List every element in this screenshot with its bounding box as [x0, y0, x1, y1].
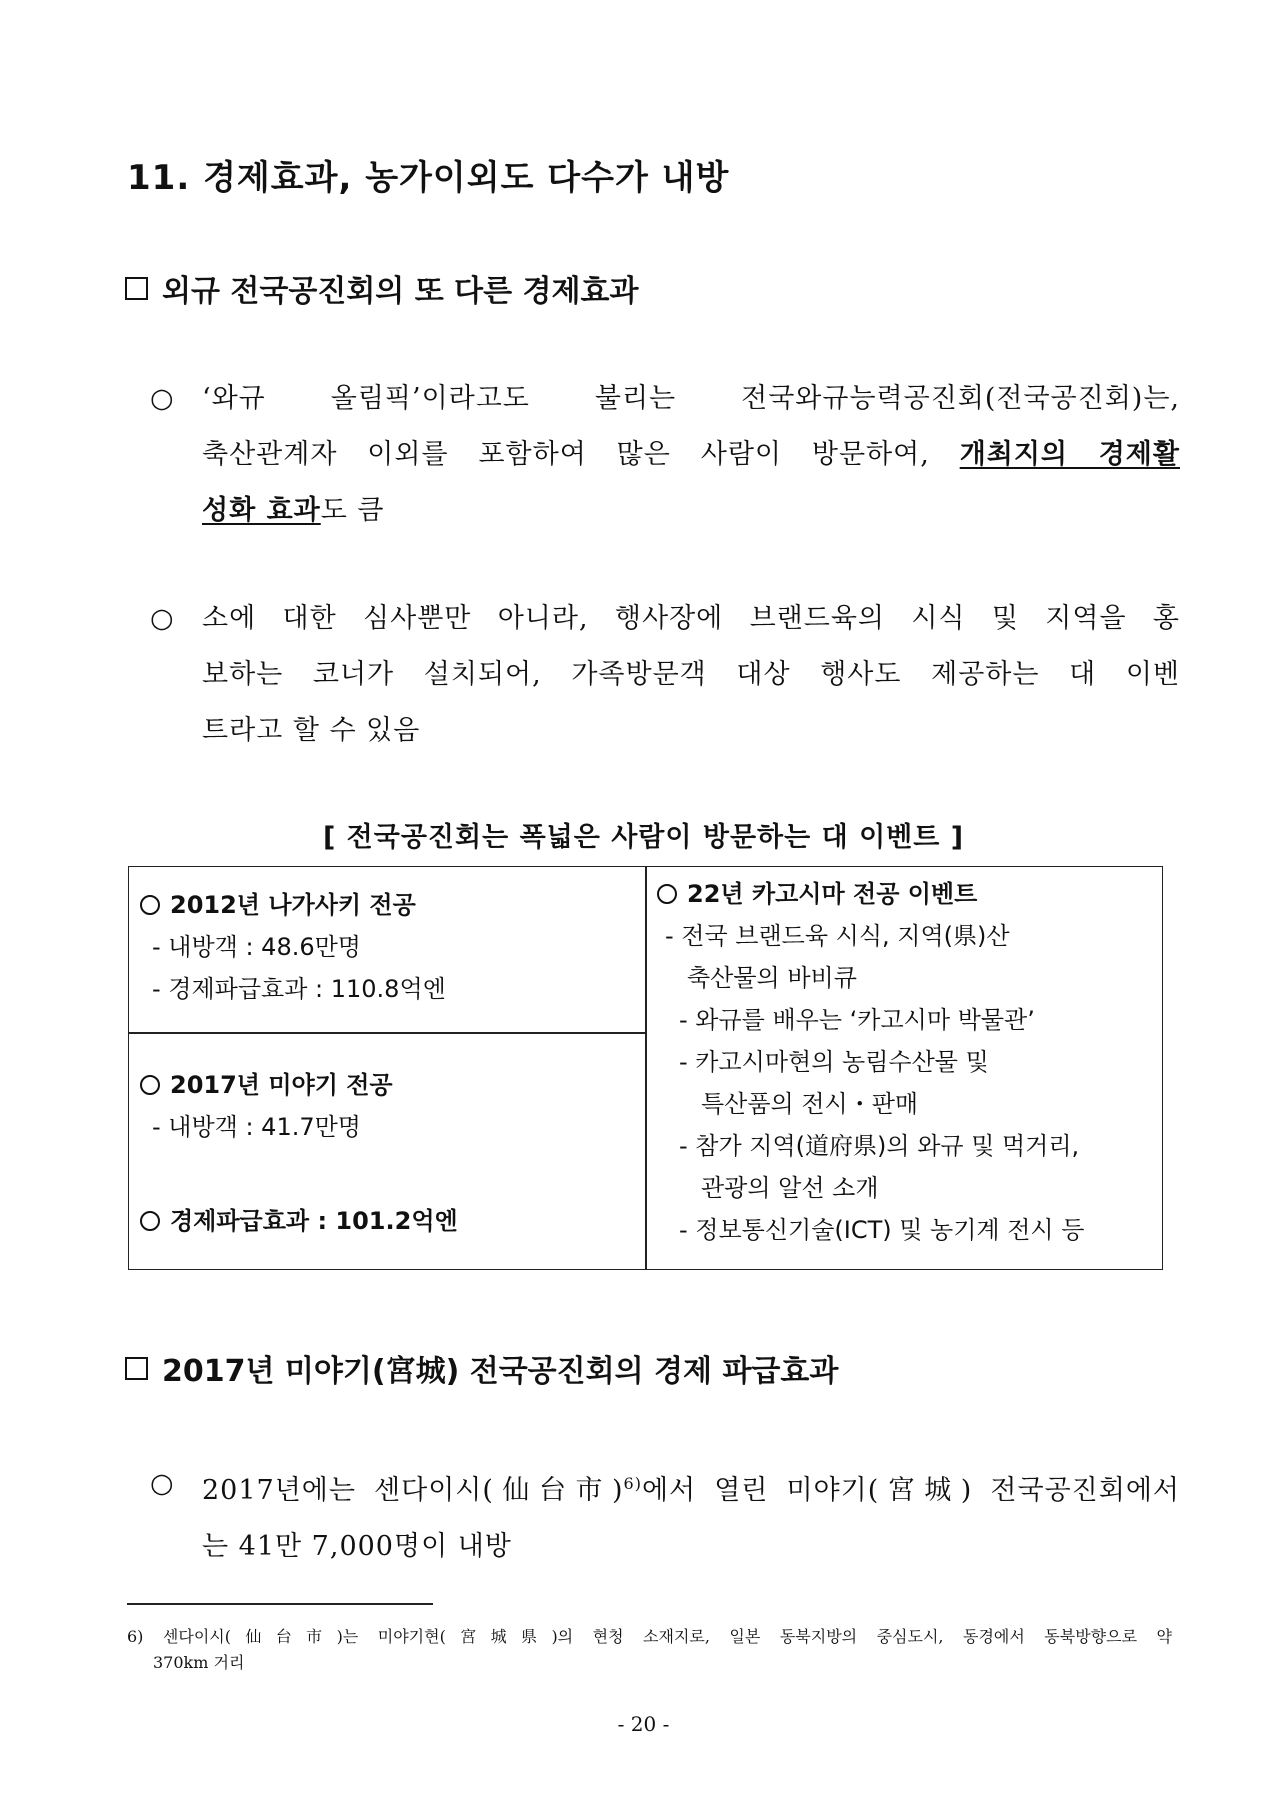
cell-title: 경제파급효과 : 101.2억엔: [170, 1207, 458, 1235]
cell-title: 2017년 미야기 전공: [170, 1071, 393, 1099]
paragraph-3-line-2: 는 41만 7,000명이 내방: [202, 1531, 512, 1562]
circle-bullet-icon: ○: [150, 603, 175, 634]
cell-row: - 내방객 : 48.6만명: [152, 933, 361, 961]
footnote-rule: [127, 1603, 433, 1605]
circle-icon: [657, 884, 677, 904]
paragraph-2-line-2: 보하는 코너가 설치되어, 가족방문객 대상 행사도 제공하는 대 이벤: [202, 659, 1180, 690]
checkbox-square-icon: [125, 277, 148, 300]
paragraph-3-text-2: 에서 열린 미야기(宮城) 전국공진회에서: [641, 1475, 1180, 1506]
circle-bullet-icon: ○: [150, 383, 175, 414]
cell-row: 특산품의 전시・판매: [701, 1090, 919, 1118]
table-caption: [ 전국공진회는 폭넓은 사람이 방문하는 대 이벤트 ]: [322, 822, 965, 853]
paragraph-1-line-3-text: 도 큼: [320, 495, 385, 526]
cell-row: - 내방객 : 41.7만명: [152, 1113, 361, 1141]
cell-2012-nagasaki: [140, 884, 446, 1010]
cell-row: - 와규를 배우는 ‘카고시마 박물관’: [679, 1006, 1035, 1034]
cell-row: - 참가 지역(道府県)의 와규 및 먹거리,: [679, 1132, 1080, 1160]
table-divider-horizontal: [128, 1032, 645, 1034]
cell-row: 관광의 알선 소개: [701, 1174, 879, 1202]
cell-row: - 경제파급효과 : 110.8억엔: [152, 975, 446, 1003]
paragraph-1-line-2: [202, 427, 1180, 483]
cell-2017-miyagi: [140, 1064, 458, 1242]
circle-icon: [140, 895, 160, 915]
cell-row: - 정보통신기술(ICT) 및 농기계 전시 등: [679, 1216, 1085, 1244]
paragraph-2-line-3: 트라고 할 수 있음: [202, 715, 421, 746]
footnote-line-1: 6) 센다이시(仙台市)는 미야기현(宮城県)의 현청 소재지로, 일본 동북지방의 중심도시, 동경에서 동북방향으로 약: [127, 1627, 1172, 1646]
section-title-1: [125, 266, 638, 310]
page-number: - 20 -: [617, 1712, 670, 1736]
cell-row: - 전국 브랜드육 시식, 지역(県)산: [665, 922, 1010, 950]
cell-row: 축산물의 바비큐: [687, 964, 857, 992]
paragraph-1-emphasis: 개최지의 경제활: [959, 439, 1180, 470]
paragraph-2-line-1: 소에 대한 심사뿐만 아니라, 행사장에 브랜드육의 시식 및 지역을 홍: [202, 603, 1180, 634]
paragraph-1-emphasis-2: 성화 효과: [202, 495, 321, 526]
cell-2022-kagoshima: [657, 873, 1157, 1251]
footnote-line-2: 370km 거리: [153, 1653, 245, 1672]
cell-title: 2012년 나가사키 전공: [170, 891, 416, 919]
paragraph-1-line-1: ‘와규 올림픽’이라고도 불리는 전국와규능력공진회(전국공진회)는,: [202, 383, 1180, 414]
paragraph-3-text: 2017년에는 센다이시(仙台市): [202, 1475, 624, 1506]
page-heading: 11. 경제효과, 농가이외도 다수가 내방: [127, 158, 730, 198]
circle-icon: [140, 1211, 160, 1231]
table-divider-vertical: [645, 866, 647, 1270]
checkbox-square-icon: [125, 1357, 148, 1380]
paragraph-1-line-3: [202, 483, 1180, 539]
footnote-reference[interactable]: 6): [623, 1474, 642, 1493]
section-title-2: [125, 1346, 838, 1390]
paragraph-1-line-2-text: 축산관계자 이외를 포함하여 많은 사람이 방문하여,: [202, 439, 960, 470]
circle-bullet-icon: ○: [150, 1468, 175, 1499]
paragraph-1: [150, 371, 1180, 539]
section-title-2-text: 2017년 미야기(宮城) 전국공진회의 경제 파급효과: [162, 1354, 839, 1389]
cell-title: 22년 카고시마 전공 이벤트: [687, 880, 978, 908]
circle-icon: [140, 1075, 160, 1095]
cell-row: - 카고시마현의 농림수산물 및: [679, 1048, 989, 1076]
paragraph-3: [150, 1456, 1180, 1575]
footnote: [127, 1624, 1172, 1676]
paragraph-3-line-1: [202, 1456, 1180, 1519]
section-title-1-text: 외규 전국공진회의 또 다른 경제효과: [162, 274, 639, 309]
paragraph-2: [150, 591, 1180, 759]
